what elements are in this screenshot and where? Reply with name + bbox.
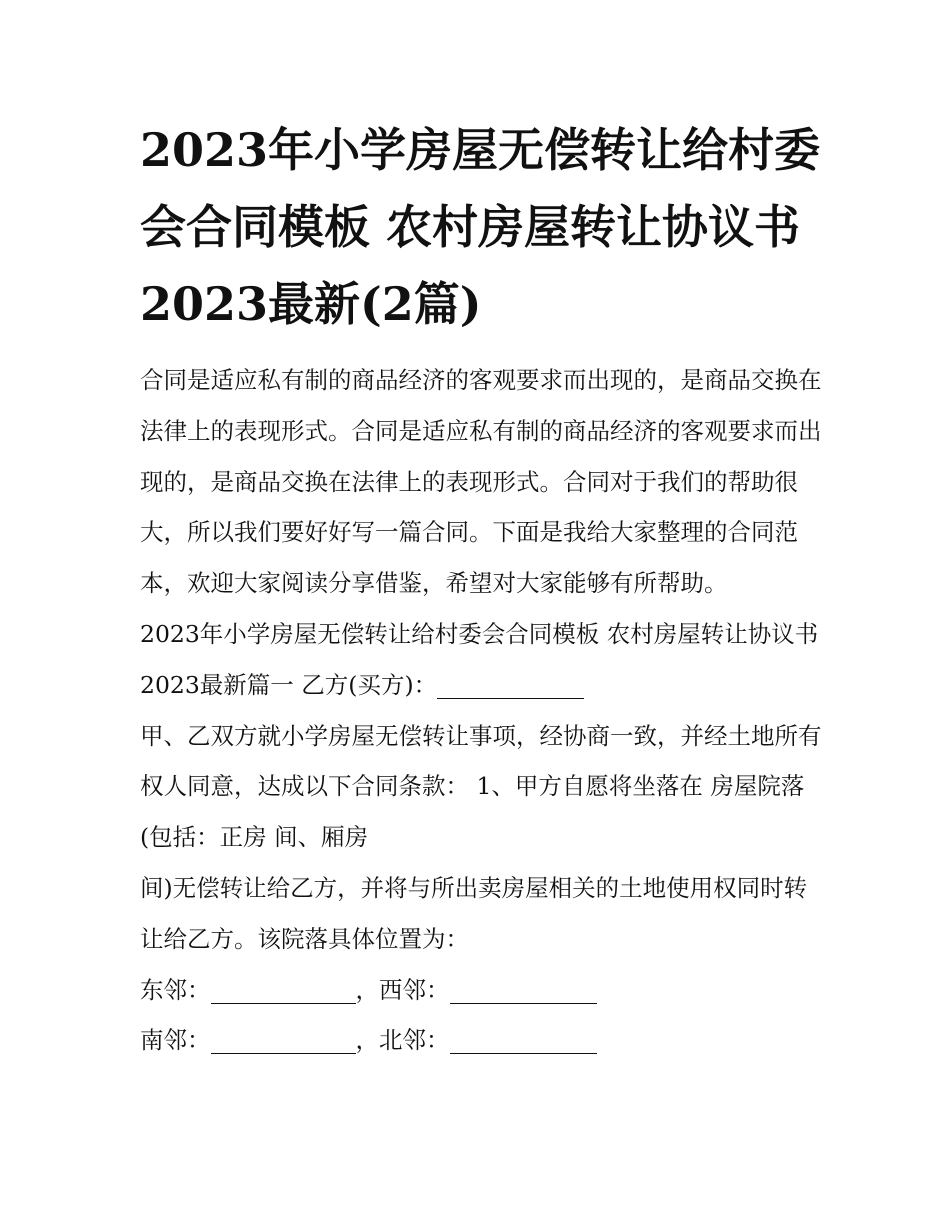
north-blank xyxy=(450,1025,597,1054)
buyer-blank xyxy=(437,670,584,699)
section-heading: 2023年小学房屋无偿转让给村委会合同模板 农村房屋转让协议书2023最新篇一 xyxy=(140,619,819,699)
east-label: 东邻： xyxy=(140,975,211,1004)
intro-paragraph: 合同是适应私有制的商品经济的客观要求而出现的，是商品交换在法律上的表现形式。合同是适应私有制的商品经济的客观要求而出现的，是商品交换在法律上的表现形式。合同对于我们的帮助很大，所以我们要好好写一篇合同。下面是我给大家整理的合同范本，欢迎大家阅读分享借鉴，希望对大家能够有所帮助。 xyxy=(140,366,822,598)
west-blank xyxy=(450,975,597,1004)
clause-continuation: 间)无偿转让给乙方，并将与所出卖房屋相关的土地使用权同时转让给乙方。该院落具体位置为： xyxy=(140,873,808,953)
south-blank xyxy=(211,1025,356,1054)
north-label: ，北邻： xyxy=(355,1026,450,1055)
section-heading-paragraph xyxy=(140,609,830,711)
buyer-label: 乙方(买方)： xyxy=(301,670,438,699)
south-label: 南邻： xyxy=(140,1026,211,1055)
east-west-line xyxy=(140,965,830,1016)
east-blank xyxy=(211,975,356,1004)
west-label: ，西邻： xyxy=(355,975,450,1004)
document-title: 2023年小学房屋无偿转让给村委会合同模板 农村房屋转让协议书2023最新(2篇) xyxy=(140,123,821,331)
south-north-line xyxy=(140,1015,830,1066)
clause-paragraph: 甲、乙双方就小学房屋无偿转让事项，经协商一致，并经土地所有权人同意，达成以下合同条款： 1、甲方自愿将坐落在 房屋院落(包括：正房 间、厢房 xyxy=(140,721,822,852)
document-body xyxy=(140,355,830,1066)
